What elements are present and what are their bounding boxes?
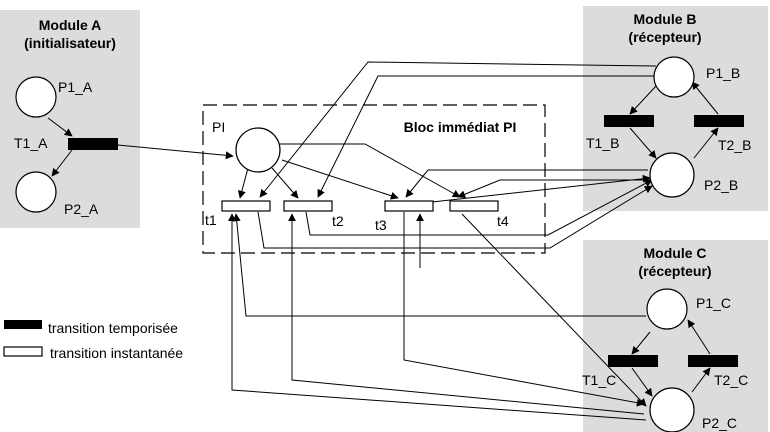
label-t1-c: T1_C [582,372,617,388]
label-t4: t4 [497,213,509,229]
label-pi: PI [212,119,226,135]
place-p1-b [654,57,694,97]
arc-pi-t3 [282,160,398,198]
label-p2-a: P2_A [64,201,99,217]
label-p1-b: P1_B [706,65,741,81]
label-p1-c: P1_C [696,295,732,311]
module-a-subtitle: (initialisateur) [24,35,116,51]
place-p1-a [16,77,56,117]
label-t1-b: T1_B [586,135,620,151]
module-b-subtitle: (récepteur) [628,29,702,45]
module-c-title: Module C [643,245,707,261]
label-t1-a: T1_A [14,135,48,151]
place-p1-c [647,289,687,329]
arc-pi-t1 [240,168,248,198]
place-p2-c [650,388,694,432]
label-p2-c: P2_C [702,415,738,431]
timed-transition-t1-a [68,138,118,150]
label-t2: t2 [332,213,344,229]
instant-transition-t1 [222,201,270,211]
module-a-title: Module A [38,17,102,33]
instant-transition-t3 [385,201,433,211]
timed-transition-t2-c [688,355,738,367]
arc-pi-t2 [272,168,298,198]
place-pi [236,128,280,172]
timed-transition-t1-c [608,355,658,367]
label-t1: t1 [205,212,217,228]
module-c-subtitle: (récepteur) [638,263,712,279]
label-t2-b: T2_B [718,137,752,153]
legend-timed-swatch [4,320,42,329]
label-p2-b: P2_B [704,177,739,193]
label-t3: t3 [375,217,387,233]
module-b-title: Module B [633,11,697,27]
label-p1-a: P1_A [58,79,93,95]
timed-transition-t2-b [694,115,744,127]
bloc-immediat-title: Bloc immédiat PI [403,119,517,135]
instant-transition-t2 [284,201,332,211]
timed-transition-t1-b [604,115,654,127]
place-p2-b [650,153,694,197]
label-t2-c: T2_C [714,372,749,388]
legend-instant-swatch [4,347,42,356]
legend-timed-label: transition temporisée [48,320,178,336]
instant-transition-t4 [450,201,498,211]
legend-instant-label: transition instantanée [50,345,184,361]
place-p2-a [16,172,56,212]
